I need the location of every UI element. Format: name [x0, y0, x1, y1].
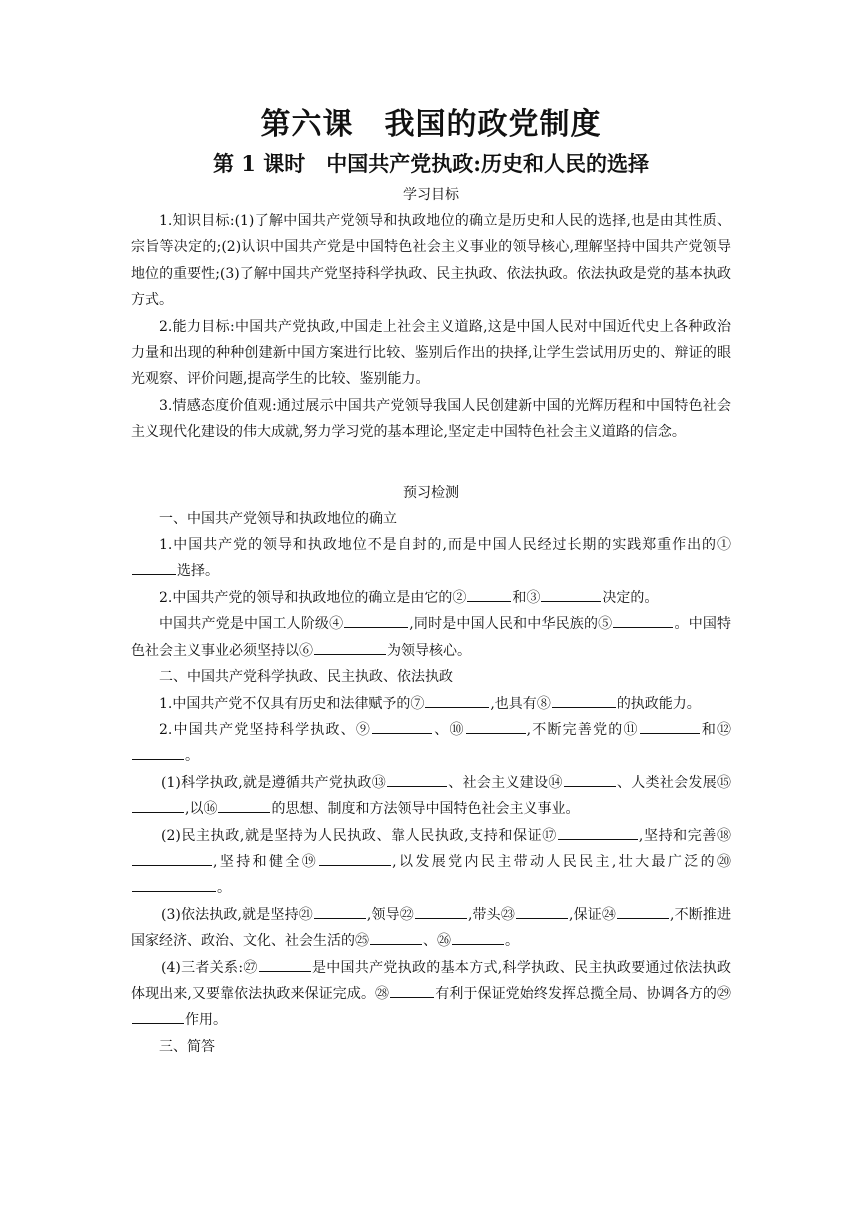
fill-blank-25[interactable] — [370, 930, 422, 945]
text: 、人类社会发展 — [616, 774, 718, 791]
text: ,坚持和健全 — [213, 853, 302, 870]
part2-sub1 — [131, 770, 731, 823]
text: 2.中国共产党的领导和执政地位的确立是由它的 — [159, 589, 453, 606]
blank-marker-19: ⑲ — [301, 853, 319, 870]
text: (2)民主执政,就是坚持为人民执政、靠人民执政,支持和保证 — [161, 827, 543, 844]
part2-sub4 — [131, 955, 731, 1034]
session-title: 第 1 课时 中国共产党执政:历史和人民的选择 — [213, 151, 649, 176]
fill-blank-22[interactable] — [415, 904, 467, 919]
text: 的思想、制度和方法领导中国特色社会主义事业。 — [271, 801, 580, 818]
text: 1.中国共产党不仅具有历史和法律赋予的 — [159, 695, 411, 712]
fill-blank-13[interactable] — [387, 772, 447, 787]
blank-marker-21: ㉑ — [298, 906, 313, 923]
text: ,以发展党内民主带动人民民主,壮大最广泛的 — [392, 853, 718, 870]
text: ,不断完善党的 — [526, 721, 624, 738]
text: 为领导核心。 — [387, 642, 471, 659]
blank-marker-27: ㉗ — [243, 959, 258, 976]
fill-blank-29[interactable] — [132, 1009, 184, 1024]
text: 、 — [433, 721, 450, 738]
blank-marker-2: ② — [452, 589, 467, 606]
part2-title: 二、中国共产党科学执政、民主执政、依法执政 — [159, 669, 453, 686]
blank-marker-5: ⑤ — [598, 616, 613, 633]
fill-blank-23[interactable] — [516, 904, 568, 919]
fill-blank-7[interactable] — [425, 693, 489, 708]
fill-blank-12[interactable] — [132, 745, 184, 760]
text: 、 — [423, 933, 437, 950]
blank-marker-6: ⑥ — [299, 642, 313, 659]
blank-marker-17: ⑰ — [542, 827, 557, 844]
fill-blank-26[interactable] — [452, 930, 504, 945]
fill-blank-6[interactable] — [314, 640, 386, 655]
blank-marker-29: ㉙ — [717, 985, 732, 1002]
text: 和 — [512, 589, 527, 606]
blank-marker-8: ⑧ — [536, 695, 551, 712]
text: 是中国共产党执政的基本方式,科学执政、民主执政要通过依法执政体现出来,又要靠依法执政来保证完成。 — [131, 959, 731, 1002]
lesson-title: 第六课 我国的政党制度 — [260, 107, 602, 142]
part1-item2 — [131, 585, 731, 611]
spacer — [131, 446, 731, 478]
text: ,领导 — [366, 906, 400, 923]
fill-blank-5[interactable] — [613, 613, 673, 628]
blank-marker-4: ④ — [329, 616, 344, 633]
text: (4)三者关系: — [161, 959, 244, 976]
fill-blank-2[interactable] — [467, 587, 511, 602]
blank-marker-14: ⑭ — [548, 774, 563, 791]
blank-marker-28: ㉘ — [375, 985, 390, 1002]
fill-blank-21[interactable] — [314, 904, 366, 919]
text: ,坚持和完善 — [638, 827, 718, 844]
fill-blank-9[interactable] — [372, 719, 432, 734]
text: ,带头 — [467, 906, 501, 923]
text: 和 — [700, 721, 718, 738]
objectives-heading: 学习目标 — [403, 187, 459, 203]
text: 作用。 — [185, 1012, 227, 1029]
text: 2.中国共产党坚持科学执政、 — [159, 721, 356, 738]
blank-marker-1: ① — [717, 537, 731, 554]
blank-marker-7: ⑦ — [410, 695, 425, 712]
preview-heading: 预习检测 — [403, 484, 459, 501]
fill-blank-28[interactable] — [390, 983, 434, 998]
text: (1)科学执政,就是遵循共产党执政 — [161, 774, 372, 791]
fill-blank-24[interactable] — [617, 904, 669, 919]
fill-blank-20[interactable] — [132, 877, 216, 892]
text: 。 — [217, 880, 231, 897]
part2-sub3 — [131, 902, 731, 955]
blank-marker-12: ⑫ — [717, 721, 732, 738]
fill-blank-1[interactable] — [132, 560, 176, 575]
blank-marker-15: ⑮ — [717, 774, 732, 791]
text: 中国共产党是中国工人阶级 — [159, 616, 330, 633]
blank-marker-18: ⑱ — [717, 827, 732, 844]
part3-title: 三、简答 — [159, 1038, 215, 1055]
fill-blank-8[interactable] — [552, 693, 616, 708]
text: 。 — [505, 933, 519, 950]
fill-blank-11[interactable] — [640, 719, 700, 734]
fill-blank-15[interactable] — [132, 798, 184, 813]
fill-blank-18[interactable] — [132, 851, 212, 866]
fill-blank-16[interactable] — [218, 798, 270, 813]
text: 。 — [185, 748, 199, 765]
text: ,也具有 — [490, 695, 537, 712]
fill-blank-19[interactable] — [319, 851, 391, 866]
fill-blank-27[interactable] — [259, 957, 311, 972]
blank-marker-23: ㉓ — [500, 906, 515, 923]
part2-sub2 — [131, 823, 731, 902]
document-content — [131, 104, 731, 1060]
part1-item1 — [131, 532, 731, 585]
fill-blank-3[interactable] — [541, 587, 601, 602]
objective-ability: 2.能力目标:中国共产党执政,中国走上社会主义道路,这是中国人民对中国近代史上各种政治力量和出现的种种创建新中国方案进行比较、鉴别后作出的抉择,让学生尝试用历史的、辩证的眼光观察、评价问题,提高学生的比较、鉴别能力。 — [131, 318, 731, 388]
blank-marker-25: ㉕ — [355, 933, 369, 950]
part2-item1 — [131, 691, 731, 717]
blank-marker-11: ⑪ — [623, 721, 639, 738]
text: 决定的。 — [602, 589, 659, 606]
blank-marker-22: ㉒ — [399, 906, 414, 923]
objective-attitude: 3.情感态度价值观:通过展示中国共产党领导我国人民创建新中国的光辉历程和中国特色社会主义现代化建设的伟大成就,努力学习党的基本理论,坚定走中国特色社会主义道路的信念。 — [131, 397, 731, 441]
blank-marker-13: ⑬ — [371, 774, 386, 791]
text: 1.中国共产党的领导和执政地位不是自封的,而是中国人民经过长期的实践郑重作出的 — [159, 537, 717, 554]
part1-title: 一、中国共产党领导和执政地位的确立 — [159, 510, 397, 527]
fill-blank-10[interactable] — [466, 719, 526, 734]
fill-blank-17[interactable] — [558, 825, 638, 840]
text: ,不断推进国家经济、政治、文化、社会生活的 — [131, 906, 732, 950]
text: ,以 — [185, 801, 204, 818]
blank-marker-10: ⑩ — [449, 721, 465, 738]
blank-marker-26: ㉖ — [437, 933, 451, 950]
part1-item3 — [131, 611, 731, 664]
text: ,保证 — [568, 906, 602, 923]
part2-item2 — [131, 717, 731, 770]
text: 、社会主义建设 — [448, 774, 549, 791]
text: (3)依法执政,就是坚持 — [161, 906, 299, 923]
fill-blank-4[interactable] — [344, 613, 408, 628]
objective-knowledge: 1.知识目标:(1)了解中国共产党领导和执政地位的确立是历史和人民的选择,也是由其性质、宗旨等决定的;(2)认识中国共产党是中国特色社会主义事业的领导核心,理解坚持中国共产党领导地位的重要性;(3)了解中国共产党坚持科学执政、民主执政、依法执政。依法执政是党的基本执政方式。 — [131, 213, 731, 309]
text: 有利于保证党始终发挥总揽全局、协调各方的 — [435, 985, 718, 1002]
text: 。中国特色社会主义事业必须坚持以 — [131, 616, 732, 659]
text: 选择。 — [177, 563, 219, 580]
fill-blank-14[interactable] — [564, 772, 616, 787]
blank-marker-20: ⑳ — [717, 853, 732, 870]
text: 的执政能力。 — [616, 695, 701, 712]
text: ,同时是中国人民和中华民族的 — [409, 616, 599, 633]
blank-marker-9: ⑨ — [355, 721, 372, 738]
blank-marker-16: ⑯ — [203, 801, 218, 818]
blank-marker-3: ③ — [526, 589, 541, 606]
blank-marker-24: ㉔ — [601, 906, 617, 923]
